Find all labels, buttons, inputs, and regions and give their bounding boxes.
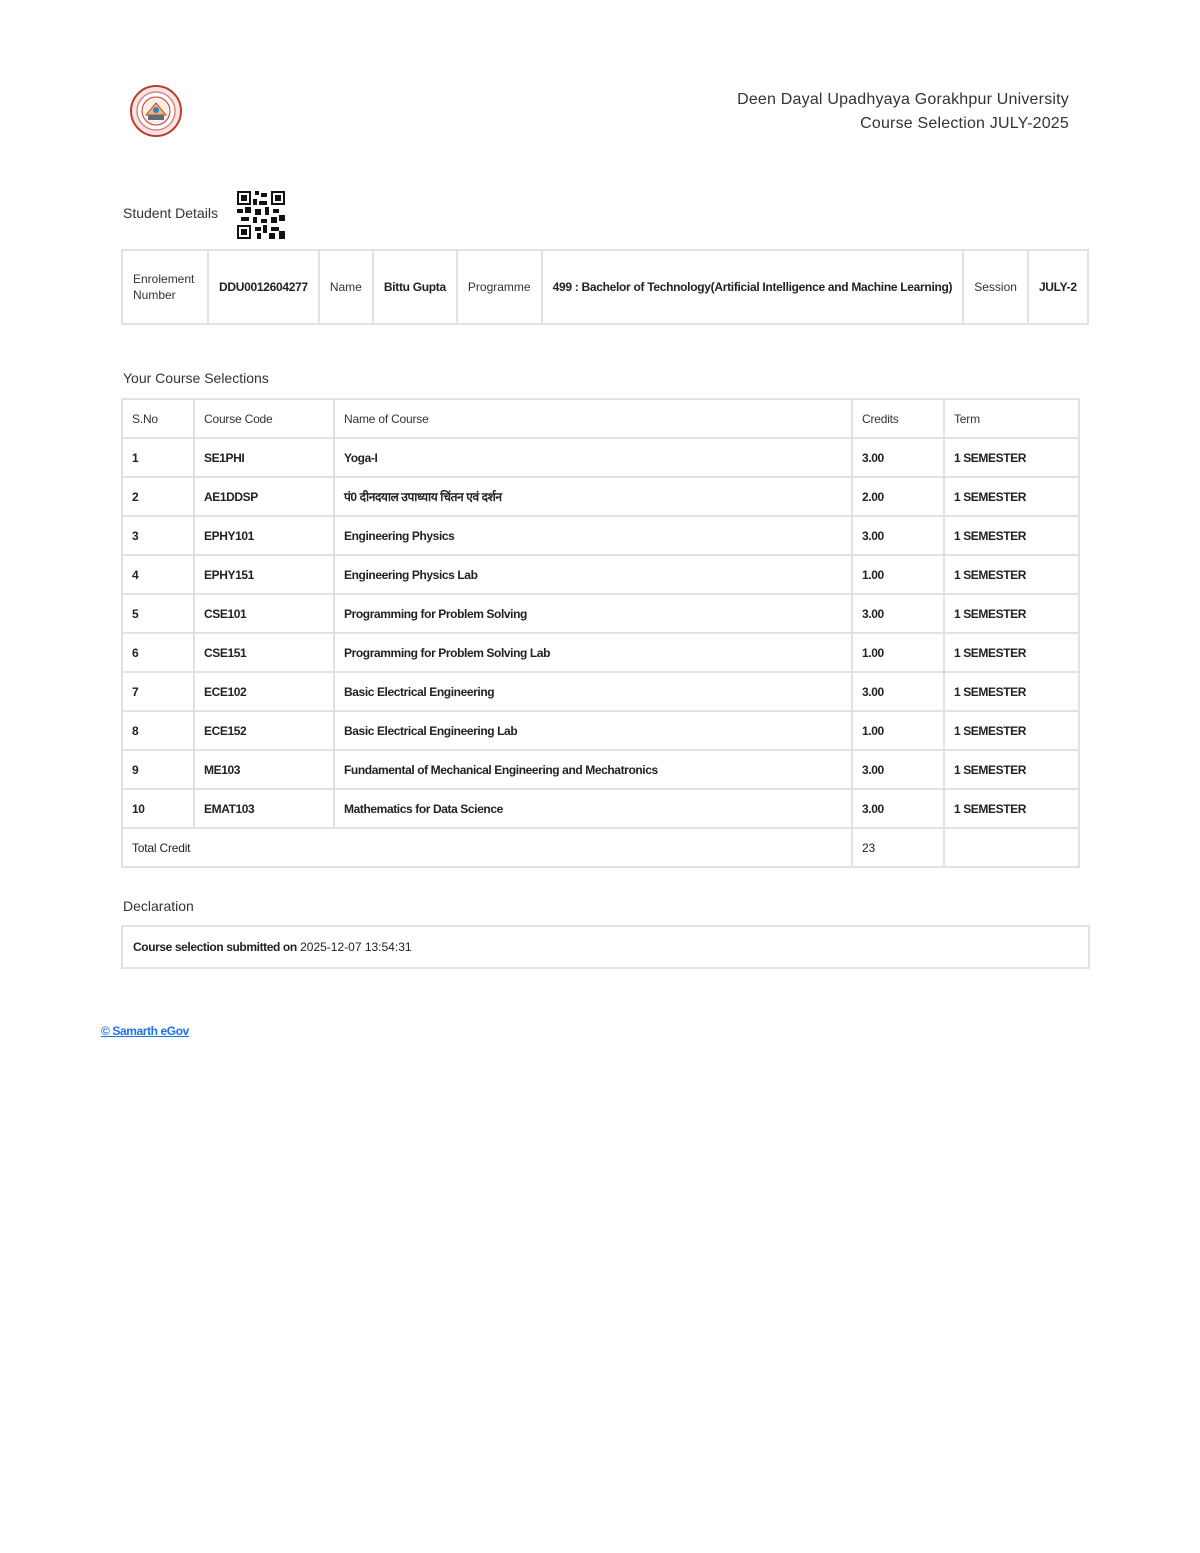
student-details-table xyxy=(121,249,1089,325)
course-selections-heading: Your Course Selections xyxy=(123,370,269,386)
column-header-course-name: Name of Course xyxy=(334,399,852,438)
course-cell-course-code: EMAT103 xyxy=(194,789,334,828)
course-row xyxy=(122,594,1079,633)
university-header xyxy=(737,88,1069,136)
university-logo xyxy=(130,85,182,137)
course-cell-course-code: EPHY101 xyxy=(194,516,334,555)
column-header-sno: S.No xyxy=(122,399,194,438)
programme-label: Programme xyxy=(457,250,542,324)
course-cell-course-code: AE1DDSP xyxy=(194,477,334,516)
course-cell-course-name: Basic Electrical Engineering Lab xyxy=(334,711,852,750)
course-cell-course-name: Programming for Problem Solving xyxy=(334,594,852,633)
course-selections-table xyxy=(121,398,1080,868)
course-cell-sno: 4 xyxy=(122,555,194,594)
course-cell-course-code: ECE152 xyxy=(194,711,334,750)
course-cell-term: 1 SEMESTER xyxy=(944,516,1079,555)
total-credit-row xyxy=(122,828,1079,867)
course-cell-course-name: पं0 दीनदयाल उपाध्याय चिंतन एवं दर्शन xyxy=(334,477,852,516)
course-cell-course-code: ECE102 xyxy=(194,672,334,711)
course-cell-term: 1 SEMESTER xyxy=(944,555,1079,594)
course-cell-term: 1 SEMESTER xyxy=(944,477,1079,516)
course-row xyxy=(122,672,1079,711)
course-cell-term: 1 SEMESTER xyxy=(944,711,1079,750)
enrolment-label: Enrolement Number xyxy=(122,250,208,324)
programme-value: 499 : Bachelor of Technology(Artificial Intelligence and Machine Learning) xyxy=(542,250,964,324)
course-table-header-row xyxy=(122,399,1079,438)
course-cell-course-name: Yoga-I xyxy=(334,438,852,477)
course-row xyxy=(122,555,1079,594)
course-cell-course-code: SE1PHI xyxy=(194,438,334,477)
document-title: Course Selection JULY-2025 xyxy=(860,115,1069,132)
course-cell-credits: 3.00 xyxy=(852,789,944,828)
course-cell-course-name: Fundamental of Mechanical Engineering and Mechatronics xyxy=(334,750,852,789)
samarth-egov-link[interactable]: © Samarth eGov xyxy=(101,1024,189,1038)
total-credit-empty-cell xyxy=(944,828,1079,867)
course-cell-course-name: Basic Electrical Engineering xyxy=(334,672,852,711)
declaration-heading: Declaration xyxy=(123,898,194,914)
course-cell-term: 1 SEMESTER xyxy=(944,789,1079,828)
course-cell-course-name: Engineering Physics xyxy=(334,516,852,555)
course-cell-sno: 8 xyxy=(122,711,194,750)
course-cell-credits: 3.00 xyxy=(852,438,944,477)
name-label: Name xyxy=(319,250,373,324)
course-cell-course-code: EPHY151 xyxy=(194,555,334,594)
course-row xyxy=(122,750,1079,789)
course-cell-term: 1 SEMESTER xyxy=(944,672,1079,711)
course-cell-credits: 1.00 xyxy=(852,633,944,672)
course-cell-sno: 6 xyxy=(122,633,194,672)
course-row xyxy=(122,711,1079,750)
course-cell-term: 1 SEMESTER xyxy=(944,594,1079,633)
course-cell-credits: 1.00 xyxy=(852,555,944,594)
course-cell-sno: 10 xyxy=(122,789,194,828)
course-cell-course-code: CSE101 xyxy=(194,594,334,633)
course-cell-sno: 1 xyxy=(122,438,194,477)
course-cell-course-name: Mathematics for Data Science xyxy=(334,789,852,828)
enrolment-value: DDU0012604277 xyxy=(208,250,319,324)
session-label: Session xyxy=(963,250,1028,324)
course-cell-sno: 7 xyxy=(122,672,194,711)
student-details-heading: Student Details xyxy=(123,205,218,221)
course-cell-term: 1 SEMESTER xyxy=(944,633,1079,672)
course-cell-sno: 2 xyxy=(122,477,194,516)
course-cell-sno: 5 xyxy=(122,594,194,633)
declaration-text: Course selection submitted on xyxy=(133,940,297,954)
course-cell-credits: 3.00 xyxy=(852,594,944,633)
course-cell-term: 1 SEMESTER xyxy=(944,438,1079,477)
declaration-box xyxy=(121,925,1090,969)
course-row xyxy=(122,438,1079,477)
total-credit-value: 23 xyxy=(852,828,944,867)
course-table-body xyxy=(122,438,1079,828)
course-cell-course-name: Programming for Problem Solving Lab xyxy=(334,633,852,672)
column-header-credits: Credits xyxy=(852,399,944,438)
course-cell-sno: 3 xyxy=(122,516,194,555)
qr-code-icon xyxy=(237,191,285,239)
course-row xyxy=(122,633,1079,672)
student-details-table-wrapper xyxy=(121,249,1100,325)
course-cell-credits: 3.00 xyxy=(852,672,944,711)
course-cell-credits: 3.00 xyxy=(852,516,944,555)
column-header-course-code: Course Code xyxy=(194,399,334,438)
declaration-timestamp: 2025-12-07 13:54:31 xyxy=(300,940,412,954)
name-value: Bittu Gupta xyxy=(373,250,457,324)
course-cell-credits: 3.00 xyxy=(852,750,944,789)
course-cell-term: 1 SEMESTER xyxy=(944,750,1079,789)
university-name: Deen Dayal Upadhyaya Gorakhpur University xyxy=(737,91,1069,108)
total-credit-label: Total Credit xyxy=(122,828,852,867)
student-details-row xyxy=(122,250,1088,324)
course-cell-credits: 1.00 xyxy=(852,711,944,750)
course-row xyxy=(122,477,1079,516)
course-cell-sno: 9 xyxy=(122,750,194,789)
course-cell-credits: 2.00 xyxy=(852,477,944,516)
course-cell-course-code: CSE151 xyxy=(194,633,334,672)
column-header-term: Term xyxy=(944,399,1079,438)
course-row xyxy=(122,516,1079,555)
course-cell-course-code: ME103 xyxy=(194,750,334,789)
session-value: JULY-2 xyxy=(1028,250,1088,324)
course-cell-course-name: Engineering Physics Lab xyxy=(334,555,852,594)
course-row xyxy=(122,789,1079,828)
